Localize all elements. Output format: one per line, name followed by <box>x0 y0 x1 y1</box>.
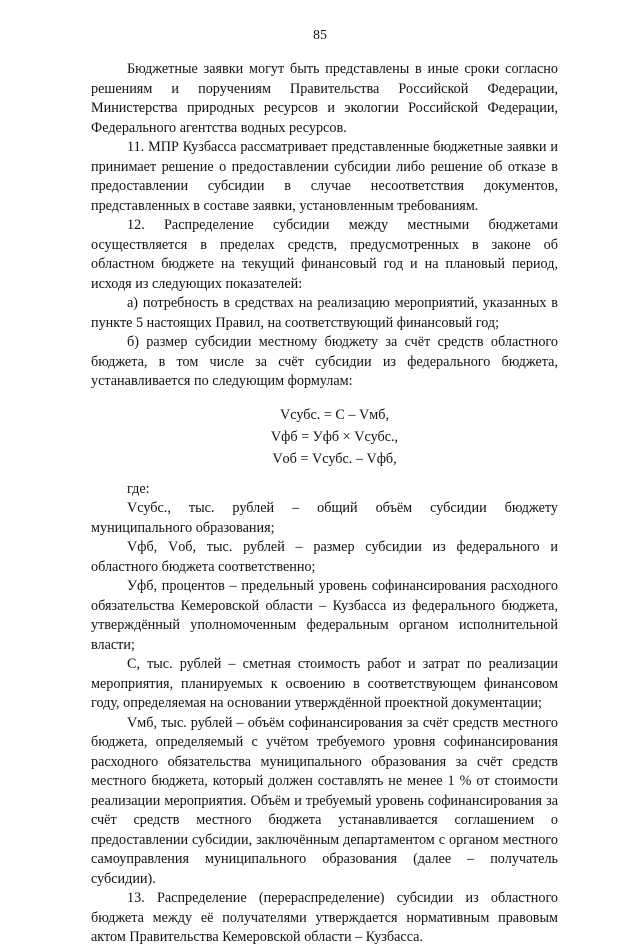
paragraph-11: 11. МПР Кузбасса рассматривает представленные бюджетные заявки и принимает решение о предоставлении субсидии либо решение об отказе в предоставлении субсидии в случае несоответствия документов, представленных в составе заявки, установленным требованиям. <box>91 139 558 214</box>
formula-block <box>91 404 558 470</box>
definition-total-subsidy: Vсубс., тыс. рублей – общий объём субсидии бюджету муниципального образования; <box>91 500 558 536</box>
formula-regional-subsidy: Vоб = Vсубс. – Vфб, <box>272 450 397 467</box>
page-number: 85 <box>313 28 327 43</box>
paragraph-12: 12. Распределение субсидии между местными бюджетами осуществляется в пределах средств, предусмотренных в законе об областном бюджете на текущий финансовый год и на плановый период, исходя из следующих показателей: <box>91 217 558 292</box>
definition-cofinancing-level: Уфб, процентов – предельный уровень софинансирования расходного обязательства Кемеровской области – Кузбасса из федерального бюджета, утверждённый уполномоченным федеральным органом исполнительной власти; <box>91 578 558 653</box>
where-label: где: <box>127 480 150 497</box>
paragraph-12-item-b: б) размер субсидии местному бюджету за счёт средств областного бюджета, в том числе за счёт субсидии из федерального бюджета, устанавливается по следующим формулам: <box>91 334 558 389</box>
paragraph-12-item-a: а) потребность в средствах на реализацию мероприятий, указанных в пункте 5 настоящих Правил, на соответствующий финансовый год; <box>91 295 558 331</box>
formula-federal-subsidy: Vфб = Уфб × Vсубс., <box>270 428 399 445</box>
paragraph-budget-requests-deadlines: Бюджетные заявки могут быть представлены в иные сроки согласно решениям и поручениям Правительства Российской Федерации, Министерства природных ресурсов и экологии Российской Федерации, Федерального агентства водных ресурсов. <box>91 61 558 136</box>
definition-estimated-cost: С, тыс. рублей – сметная стоимость работ и затрат по реализации мероприятия, планируемых к освоению в соответствующем финансовом году, определяемая на основании утверждённой проектной документации; <box>91 656 558 711</box>
definition-federal-regional-subsidy: Vфб, Vоб, тыс. рублей – размер субсидии из федерального и областного бюджета соответственно; <box>91 539 558 575</box>
definition-local-cofinancing: Vмб, тыс. рублей – объём софинансирования за счёт средств местного бюджета, определяемый с учётом требуемого уровня софинансирования расходного обязательства муниципального образования за счёт средств местного бюджета, который должен составлять не менее 1 % от стоимости реализации мероприятия. Объём и требуемый уровень софинансирования за счёт средств местного бюджета устанавливается соглашением о предоставлении субсидии, заключённым департаментом с органом местного самоуправления муниципального образования (далее – получатель субсидии). <box>91 714 558 887</box>
formula-total-subsidy: Vсубс. = С – Vмб, <box>279 406 390 423</box>
paragraph-13: 13. Распределение (перераспределение) субсидии из областного бюджета между её получателями утверждается нормативным правовым актом Правительства Кемеровской области – Кузбасса. <box>91 890 558 945</box>
document-body <box>91 60 558 948</box>
